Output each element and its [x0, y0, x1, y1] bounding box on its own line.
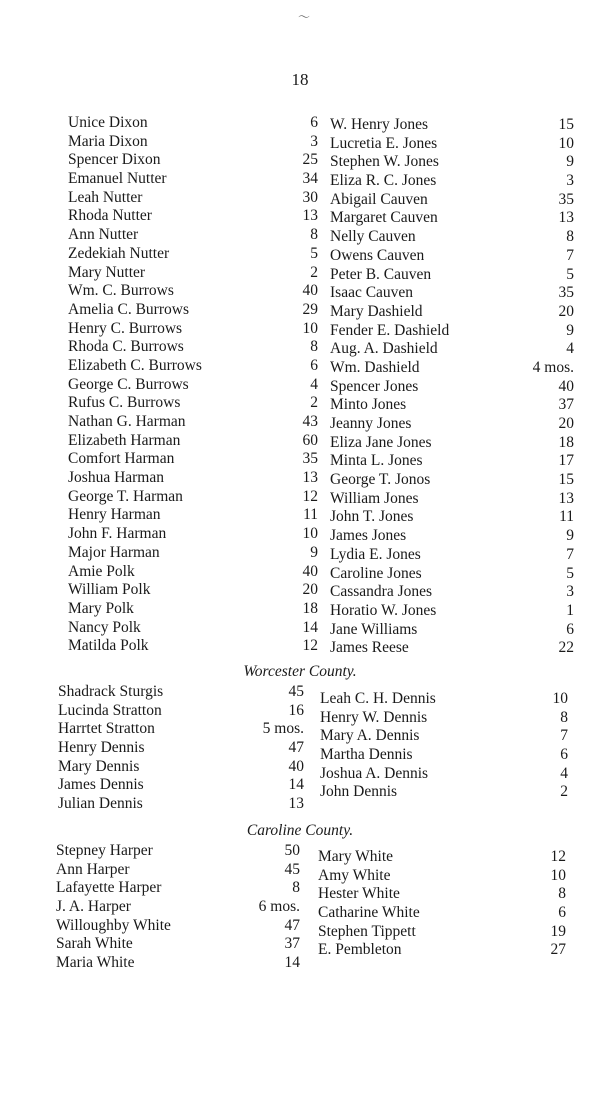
person-age: 15 [558, 116, 574, 133]
person-name: Leah C. H. Dennis [320, 690, 436, 707]
section2-right-column [320, 690, 568, 802]
section1-left-column [68, 114, 318, 656]
person-name: Henry C. Burrows [68, 319, 183, 337]
list-item [58, 720, 304, 739]
person-age: 60 [302, 431, 318, 449]
person-age: 43 [302, 413, 318, 430]
person-age: 8 [310, 338, 318, 356]
list-item [330, 247, 574, 266]
person-name: Amelia C. Burrows [68, 300, 189, 318]
person-name: Abigail Cauven [330, 190, 428, 208]
list-item [330, 303, 574, 322]
person-age: 10 [558, 134, 574, 152]
person-age: 35 [558, 284, 574, 302]
person-name: Nancy Polk [68, 618, 141, 636]
person-age: 14 [302, 618, 318, 636]
person-age: 10 [302, 319, 318, 337]
list-item [68, 563, 318, 582]
person-name: Harrtet Stratton [58, 720, 155, 738]
person-age: 47 [288, 739, 304, 757]
list-item [330, 415, 574, 434]
list-item [318, 867, 566, 886]
list-item [68, 544, 318, 563]
list-item [330, 527, 574, 546]
person-name: Mary Dashield [330, 302, 423, 320]
person-name: Maria Dixon [68, 132, 148, 150]
person-age: 5 [310, 244, 318, 262]
list-item [68, 207, 318, 226]
person-age: 9 [566, 527, 574, 545]
list-item [330, 508, 574, 527]
person-name: Henry W. Dennis [320, 708, 428, 726]
person-name: Horatio W. Jones [330, 601, 437, 619]
person-age: 11 [559, 508, 574, 526]
person-name: Leah Nutter [68, 188, 143, 206]
person-age: 7 [566, 545, 574, 563]
person-age: 27 [550, 941, 566, 959]
person-age: 8 [292, 879, 300, 897]
list-item [330, 116, 574, 135]
person-name: Julian Dennis [58, 795, 143, 813]
person-age: 12 [550, 848, 566, 865]
person-age: 19 [550, 922, 566, 940]
list-item [330, 322, 574, 341]
list-item [330, 490, 574, 509]
list-item [56, 879, 300, 898]
person-name: Major Harman [68, 543, 160, 561]
list-item [58, 702, 304, 721]
list-item [330, 621, 574, 640]
list-item [320, 709, 568, 728]
person-name: Nelly Cauven [330, 228, 416, 246]
person-age: 13 [302, 469, 318, 487]
person-age: 3 [566, 583, 574, 601]
person-name: George C. Burrows [68, 375, 189, 393]
person-name: Eliza R. C. Jones [330, 172, 437, 190]
person-age: 9 [566, 153, 574, 171]
person-age: 18 [302, 599, 318, 617]
person-name: Rhoda C. Burrows [68, 338, 184, 356]
person-name: Spencer Dixon [68, 151, 161, 169]
person-name: Joshua Harman [68, 469, 164, 487]
list-item [68, 506, 318, 525]
list-item [320, 727, 568, 746]
list-item [58, 758, 304, 777]
person-name: W. Henry Jones [330, 116, 429, 133]
person-age: 16 [288, 701, 304, 719]
person-age: 40 [302, 282, 318, 300]
list-item [68, 301, 318, 320]
section3-right-column [318, 848, 566, 960]
list-item [68, 619, 318, 638]
scan-mark: 〜 [298, 10, 311, 24]
person-age: 12 [302, 637, 318, 655]
person-age: 7 [566, 246, 574, 264]
person-name: George T. Harman [68, 487, 183, 505]
person-age: 13 [288, 795, 304, 813]
person-name: Mary Nutter [68, 263, 146, 281]
person-name: Comfort Harman [68, 450, 175, 468]
list-item [68, 357, 318, 376]
person-name: J. A. Harper [56, 898, 131, 916]
person-name: Willoughby White [56, 916, 171, 934]
list-item [56, 898, 300, 917]
list-item [68, 264, 318, 283]
person-name: Caroline Jones [330, 564, 422, 582]
person-age: 6 [558, 904, 566, 922]
list-item [330, 378, 574, 397]
list-item [330, 359, 574, 378]
person-name: George T. Jonos [330, 471, 431, 489]
person-age: 47 [284, 916, 300, 934]
person-age: 2 [560, 783, 568, 801]
person-name: Henry Dennis [58, 739, 145, 757]
list-item [68, 151, 318, 170]
person-name: John Dennis [320, 783, 398, 801]
person-name: Margaret Cauven [330, 209, 438, 227]
person-name: William Polk [68, 581, 151, 599]
person-name: Emanuel Nutter [68, 170, 167, 188]
person-name: Mary White [318, 848, 394, 865]
person-age: 6 [566, 620, 574, 638]
list-item [68, 245, 318, 264]
person-name: Unice Dixon [68, 114, 148, 131]
person-age: 29 [302, 300, 318, 318]
person-age: 2 [310, 394, 318, 412]
person-age: 4 [560, 764, 568, 782]
county-heading-caroline: Caroline County. [246, 822, 354, 839]
list-item [330, 340, 574, 359]
list-item [330, 434, 574, 453]
list-item [68, 189, 318, 208]
person-name: James Jones [330, 527, 407, 545]
person-name: Stephen Tippett [318, 922, 416, 940]
person-name: Lafayette Harper [56, 879, 162, 897]
list-item [318, 923, 566, 942]
person-name: Shadrack Sturgis [58, 683, 164, 700]
person-name: Lucinda Stratton [58, 701, 162, 719]
person-name: Wm. Dashield [330, 358, 420, 376]
list-item [68, 600, 318, 619]
person-name: Stephen W. Jones [330, 153, 439, 171]
list-item [320, 746, 568, 765]
person-name: Henry Harman [68, 506, 161, 524]
list-item [330, 135, 574, 154]
list-item [58, 776, 304, 795]
person-age: 9 [566, 321, 574, 339]
person-age: 6 [310, 356, 318, 374]
list-item [56, 861, 300, 880]
list-item [320, 783, 568, 802]
person-name: Matilda Polk [68, 637, 149, 655]
list-item [68, 413, 318, 432]
person-age: 20 [558, 415, 574, 432]
list-item [330, 266, 574, 285]
person-name: James Dennis [58, 776, 144, 794]
list-item [58, 683, 304, 702]
person-name: Elizabeth Harman [68, 431, 181, 449]
person-age: 8 [558, 885, 566, 903]
section3-left-column [56, 842, 300, 973]
person-age: 10 [552, 690, 568, 707]
list-item [330, 471, 574, 490]
person-age: 1 [566, 601, 574, 619]
person-name: Amie Polk [68, 562, 135, 580]
person-name: Fender E. Dashield [330, 321, 450, 339]
person-age: 8 [566, 228, 574, 246]
list-item [68, 469, 318, 488]
list-item [318, 848, 566, 867]
person-age: 8 [560, 708, 568, 726]
person-name: Martha Dennis [320, 746, 413, 764]
person-name: Cassandra Jones [330, 583, 433, 601]
person-age: 45 [284, 860, 300, 878]
person-name: Lucretia E. Jones [330, 134, 438, 152]
person-name: Lydia E. Jones [330, 545, 421, 563]
list-item [330, 396, 574, 415]
list-item [58, 739, 304, 758]
list-item [330, 565, 574, 584]
list-item [318, 885, 566, 904]
person-age: 5 [566, 265, 574, 283]
list-item [330, 583, 574, 602]
list-item [68, 432, 318, 451]
person-age: 2 [310, 263, 318, 281]
person-age: 15 [558, 471, 574, 489]
person-age: 34 [302, 170, 318, 188]
person-age: 40 [558, 377, 574, 395]
person-age: 35 [302, 450, 318, 468]
list-item [68, 338, 318, 357]
person-age: 13 [302, 207, 318, 225]
list-item [68, 488, 318, 507]
list-item [330, 153, 574, 172]
person-age: 11 [303, 506, 318, 524]
list-item [330, 191, 574, 210]
person-name: Stepney Harper [56, 842, 153, 859]
person-name: Elizabeth C. Burrows [68, 356, 202, 374]
person-age: 13 [558, 489, 574, 507]
list-item [56, 917, 300, 936]
person-age: 4 [310, 375, 318, 393]
person-age: 6 mos. [258, 898, 300, 916]
list-item [68, 450, 318, 469]
person-name: Isaac Cauven [330, 284, 414, 302]
person-name: Amy White [318, 866, 391, 884]
person-age: 14 [284, 954, 300, 972]
person-name: Ann Harper [56, 860, 130, 878]
person-name: Minto Jones [330, 396, 407, 414]
person-name: Mary Dennis [58, 757, 140, 775]
person-age: 5 [566, 564, 574, 582]
list-item [330, 546, 574, 565]
person-name: Peter B. Cauven [330, 265, 432, 283]
person-age: 37 [558, 396, 574, 414]
person-name: Owens Cauven [330, 246, 425, 264]
person-age: 8 [310, 226, 318, 244]
list-item [56, 842, 300, 861]
person-age: 45 [288, 683, 304, 700]
list-item [330, 602, 574, 621]
list-item [330, 452, 574, 471]
list-item [58, 795, 304, 814]
list-item [68, 394, 318, 413]
person-age: 7 [560, 727, 568, 745]
list-item [330, 639, 574, 658]
person-name: Aug. A. Dashield [330, 340, 438, 358]
list-item [56, 935, 300, 954]
person-age: 20 [302, 581, 318, 599]
person-name: John T. Jones [330, 508, 414, 526]
person-name: Sarah White [56, 935, 133, 953]
person-name: Eliza Jane Jones [330, 433, 432, 451]
person-name: Minta L. Jones [330, 452, 423, 470]
person-age: 25 [302, 151, 318, 169]
list-item [330, 284, 574, 303]
person-name: Maria White [56, 954, 135, 972]
person-name: Mary A. Dennis [320, 727, 420, 745]
list-item [56, 954, 300, 973]
list-item [68, 114, 318, 133]
person-age: 30 [302, 188, 318, 206]
person-age: 20 [558, 302, 574, 320]
person-age: 4 mos. [532, 358, 574, 376]
list-item [68, 637, 318, 656]
person-name: Catharine White [318, 904, 420, 922]
person-name: Hester White [318, 885, 400, 903]
list-item [330, 172, 574, 191]
person-age: 22 [558, 639, 574, 657]
person-age: 6 [560, 746, 568, 764]
person-age: 17 [558, 452, 574, 470]
person-age: 50 [284, 842, 300, 859]
person-age: 4 [566, 340, 574, 358]
person-name: Spencer Jones [330, 377, 419, 395]
list-item [320, 690, 568, 709]
person-age: 10 [302, 525, 318, 543]
list-item [318, 904, 566, 923]
list-item [68, 376, 318, 395]
person-name: Ann Nutter [68, 226, 139, 244]
person-age: 13 [558, 209, 574, 227]
person-name: Joshua A. Dennis [320, 764, 429, 782]
person-age: 10 [550, 866, 566, 884]
person-age: 6 [310, 114, 318, 131]
person-name: John F. Harman [68, 525, 167, 543]
person-age: 40 [302, 562, 318, 580]
section1-right-column [330, 116, 574, 658]
list-item [330, 228, 574, 247]
person-name: James Reese [330, 639, 409, 657]
person-name: Mary Polk [68, 599, 134, 617]
person-age: 3 [566, 172, 574, 190]
list-item [68, 320, 318, 339]
list-item [68, 226, 318, 245]
person-name: Jane Williams [330, 620, 418, 638]
person-name: William Jones [330, 489, 419, 507]
person-name: Zedekiah Nutter [68, 244, 170, 262]
person-age: 37 [284, 935, 300, 953]
person-age: 35 [558, 190, 574, 208]
person-name: Rhoda Nutter [68, 207, 152, 225]
person-age: 5 mos. [262, 720, 304, 738]
person-age: 3 [310, 132, 318, 150]
person-age: 18 [558, 433, 574, 451]
person-name: E. Pembleton [318, 941, 402, 959]
section2-left-column [58, 683, 304, 814]
list-item [68, 581, 318, 600]
list-item [68, 525, 318, 544]
person-age: 14 [288, 776, 304, 794]
person-name: Jeanny Jones [330, 415, 412, 432]
list-item [68, 282, 318, 301]
page-number: 18 [291, 70, 309, 89]
list-item [68, 170, 318, 189]
list-item [68, 133, 318, 152]
person-name: Rufus C. Burrows [68, 394, 181, 412]
person-age: 40 [288, 757, 304, 775]
list-item [330, 209, 574, 228]
list-item [320, 765, 568, 784]
person-name: Nathan G. Harman [68, 413, 186, 430]
list-item [318, 941, 566, 960]
person-age: 12 [302, 487, 318, 505]
county-heading-worcester: Worcester County. [243, 663, 357, 680]
person-name: Wm. C. Burrows [68, 282, 174, 300]
person-age: 9 [310, 543, 318, 561]
